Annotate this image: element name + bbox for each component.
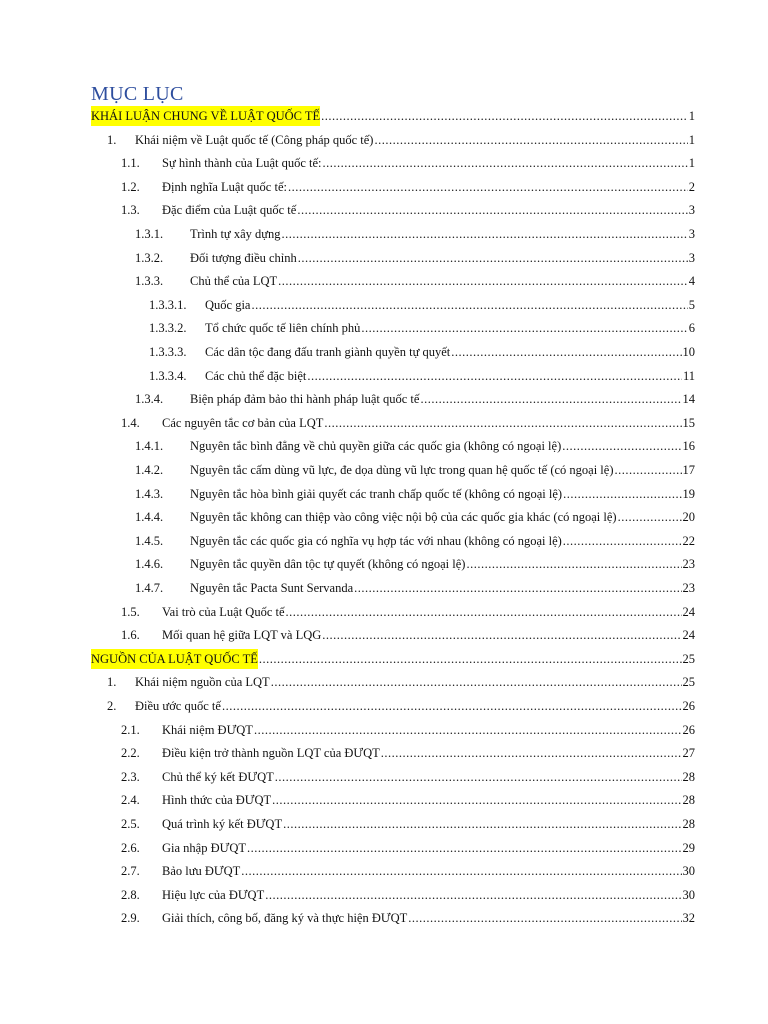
toc-entry-number: 2.9. (121, 911, 140, 926)
toc-entry-number: 1.4.2. (135, 463, 164, 477)
toc-entry[interactable] (0, 507, 768, 527)
toc-entry[interactable] (0, 248, 768, 268)
toc-entry-number: 1.4.4. (135, 510, 164, 525)
toc-entry[interactable] (0, 578, 768, 598)
toc-entry-number: 1.3.3.3. (149, 345, 187, 359)
toc-entry-number: 1.3.3.2. (149, 321, 187, 336)
toc-entry-page: 14 (682, 392, 695, 407)
toc-leader-dots (374, 130, 687, 150)
toc-leader-dots (466, 554, 681, 574)
toc-entry[interactable] (0, 271, 768, 291)
toc-entry-label: Các dân tộc đang đấu tranh giành quyền tự quyết (205, 345, 451, 359)
toc-entry-page: 17 (682, 463, 695, 477)
toc-entry[interactable] (0, 460, 768, 480)
toc-entry-page: 26 (682, 699, 695, 713)
toc-entry-number: 1.1. (121, 156, 140, 171)
toc-entry-page: 10 (682, 345, 695, 359)
toc-entry-number: 1.3.3.1. (149, 297, 187, 312)
toc-entry-label: Các chủ thể đặc biệt (205, 368, 307, 383)
toc-entry-label: Chủ thể của LQT (190, 274, 278, 289)
toc-entry-label: Chủ thể ký kết ĐƯQT (162, 769, 274, 784)
toc-leader-dots (307, 366, 682, 386)
toc-entry[interactable] (0, 790, 768, 810)
toc-title: MỤC LỤC (91, 83, 184, 105)
toc-entry-label: Mối quan hệ giữa LQT và LQG (162, 628, 322, 643)
toc-entry-number: 1. (107, 132, 117, 147)
toc-leader-dots (354, 578, 681, 598)
toc-entry[interactable] (0, 531, 768, 551)
toc-leader-dots (563, 484, 681, 504)
toc-entry-number: 2.4. (121, 793, 140, 808)
toc-entry[interactable] (0, 295, 768, 315)
toc-entry[interactable] (0, 814, 768, 834)
toc-entry[interactable] (0, 861, 768, 881)
toc-entry[interactable] (0, 436, 768, 456)
toc-entry-number: 1.4.5. (135, 533, 164, 548)
toc-entry-page: 24 (682, 628, 695, 643)
toc-entry-number: 2.8. (121, 887, 140, 902)
toc-leader-dots (298, 248, 688, 268)
toc-entry-page: 16 (682, 439, 695, 454)
toc-entry-label: Giải thích, công bố, đăng ký và thực hiện ĐƯQT (162, 911, 408, 926)
toc-entry-label: Quá trình ký kết ĐƯQT (162, 817, 283, 831)
toc-entry-page: 15 (682, 415, 695, 430)
toc-entry-label: Đặc điểm của Luật quốc tế (162, 203, 297, 218)
toc-entry-page: 5 (688, 297, 695, 312)
toc-entry[interactable] (0, 389, 768, 409)
toc-entry-number: 1.3.4. (135, 392, 164, 407)
toc-leader-dots (381, 743, 682, 763)
toc-entry-number: 1.4.7. (135, 581, 164, 595)
toc-leader-dots (408, 908, 681, 928)
toc-entry-label: Điều ước quốc tế (135, 699, 221, 713)
toc-leader-dots (297, 200, 687, 220)
toc-entry-label: KHÁI LUẬN CHUNG VỀ LUẬT QUỐC TẾ (91, 106, 320, 126)
toc-entry-label: Nguyên tắc cấm dùng vũ lực, đe dọa dùng vũ lực trong quan hệ quốc tế (có ngoại lệ) (190, 463, 614, 477)
toc-entry-page: 28 (682, 769, 695, 784)
toc-leader-dots (361, 318, 687, 338)
toc-entry-label: Nguyên tắc các quốc gia có nghĩa vụ hợp tác với nhau (không có ngoại lệ) (190, 533, 562, 548)
toc-entry-page: 32 (682, 911, 695, 926)
toc-entry[interactable] (0, 484, 768, 504)
toc-entry-number: 1.4.1. (135, 439, 164, 454)
toc-leader-dots (247, 838, 682, 858)
toc-entry[interactable] (0, 153, 768, 173)
toc-entry-page: 30 (682, 864, 695, 879)
toc-entry-label: Khái niệm nguồn của LQT (135, 675, 270, 690)
toc-entry-label: Khái niệm ĐƯQT (162, 722, 253, 737)
toc-entry-label: Quốc gia (205, 297, 251, 312)
toc-entry-number: 1.3.3.4. (149, 368, 187, 383)
toc-entry-page: 20 (682, 510, 695, 525)
toc-leader-dots (321, 106, 688, 126)
toc-entry-number: 1.2. (121, 179, 140, 194)
toc-entry-page: 11 (682, 368, 695, 383)
toc-entry-number: 1.4.6. (135, 557, 164, 572)
toc-entry-label: Định nghĩa Luật quốc tế: (162, 179, 287, 194)
toc-entry-label: Đối tượng điều chỉnh (190, 250, 297, 265)
toc-entry[interactable] (0, 413, 768, 433)
toc-entry-page: 25 (682, 651, 695, 666)
toc-entry-number: 1.4. (121, 415, 140, 430)
toc-entry[interactable] (0, 838, 768, 858)
toc-entry[interactable] (0, 767, 768, 787)
toc-leader-dots (259, 649, 682, 669)
toc-entry-page: 28 (682, 817, 695, 831)
toc-leader-dots (275, 767, 682, 787)
toc-leader-dots (615, 460, 682, 480)
toc-entry-number: 2.2. (121, 746, 140, 761)
toc-leader-dots (562, 436, 681, 456)
toc-entry[interactable] (0, 224, 768, 244)
toc-entry-label: Hiệu lực của ĐƯQT (162, 887, 265, 902)
toc-entry[interactable] (0, 177, 768, 197)
toc-entry-number: 1.6. (121, 628, 140, 643)
toc-entry-page: 3 (688, 250, 695, 265)
toc-entry-page: 4 (688, 274, 695, 289)
toc-leader-dots (278, 271, 688, 291)
toc-entry[interactable] (0, 318, 768, 338)
toc-entry-label: Nguyên tắc quyền dân tộc tự quyết (không có ngoại lệ) (190, 557, 466, 572)
toc-entry-page: 3 (688, 203, 695, 218)
toc-leader-dots (271, 672, 682, 692)
toc-entry-number: 2.1. (121, 722, 140, 737)
toc-entry-number: 1.5. (121, 604, 140, 619)
toc-entry-number: 1.3. (121, 203, 140, 218)
toc-entry-number: 1.3.1. (135, 227, 164, 241)
toc-entry[interactable] (0, 106, 768, 126)
toc-entry[interactable] (0, 743, 768, 763)
toc-entry-page: 24 (682, 604, 695, 619)
toc-entry-page: 30 (682, 887, 695, 902)
toc-entry-page: 25 (682, 675, 695, 690)
toc-entry-label: Nguyên tắc Pacta Sunt Servanda (190, 581, 354, 595)
toc-entry-number: 1.3.2. (135, 250, 164, 265)
toc-entry-number: 2.3. (121, 769, 140, 784)
toc-leader-dots (323, 153, 688, 173)
toc-entry[interactable] (0, 366, 768, 386)
toc-entry[interactable] (0, 130, 768, 150)
toc-entry-label: Sự hình thành của Luật quốc tế: (162, 156, 322, 171)
toc-leader-dots (272, 790, 681, 810)
toc-entry[interactable] (0, 200, 768, 220)
toc-entry[interactable] (0, 672, 768, 692)
toc-entry-number: 2.5. (121, 817, 140, 831)
toc-leader-dots (563, 531, 682, 551)
toc-entry-label: Điều kiện trở thành nguồn LQT của ĐƯQT (162, 746, 380, 761)
toc-leader-dots (324, 413, 681, 433)
toc-leader-dots (322, 625, 681, 645)
toc-entry-page: 22 (682, 533, 695, 548)
toc-entry-number: 1.4.3. (135, 486, 164, 501)
toc-entry[interactable] (0, 649, 768, 669)
toc-entry-label: Tổ chức quốc tế liên chính phủ (205, 321, 361, 336)
toc-entry-page: 26 (682, 722, 695, 737)
toc-entry[interactable] (0, 625, 768, 645)
toc-leader-dots (254, 720, 682, 740)
toc-entry-number: 1.3.3. (135, 274, 164, 289)
toc-entry[interactable] (0, 908, 768, 928)
toc-entry-label: Vai trò của Luật Quốc tế (162, 604, 285, 619)
toc-leader-dots (451, 342, 681, 362)
toc-entry-page: 1 (688, 132, 695, 147)
toc-leader-dots (222, 696, 682, 716)
toc-leader-dots (251, 295, 687, 315)
toc-entry[interactable] (0, 554, 768, 574)
toc-entry-label: Nguyên tắc không can thiệp vào công việc nội bộ của các quốc gia khác (có ngoại lệ) (190, 510, 617, 525)
toc-entry-number: 2.6. (121, 840, 140, 855)
toc-entry-page: 3 (688, 227, 695, 241)
toc-entry-label: Hình thức của ĐƯQT (162, 793, 272, 808)
toc-leader-dots (265, 885, 681, 905)
toc-entry-page: 28 (682, 793, 695, 808)
toc-entry-number: 2.7. (121, 864, 140, 879)
toc-leader-dots (241, 861, 681, 881)
toc-entry[interactable] (0, 720, 768, 740)
toc-entry-label: Bảo lưu ĐƯQT (162, 864, 241, 879)
toc-entry-label: NGUỒN CỦA LUẬT QUỐC TẾ (91, 649, 258, 669)
toc-entry[interactable] (0, 602, 768, 622)
toc-entry-page: 29 (682, 840, 695, 855)
toc-entry-page: 23 (682, 581, 695, 595)
toc-leader-dots (618, 507, 682, 527)
toc-entry-label: Nguyên tắc bình đẳng về chủ quyền giữa các quốc gia (không có ngoại lệ) (190, 439, 562, 454)
toc-leader-dots (286, 602, 682, 622)
toc-entry-page: 23 (682, 557, 695, 572)
toc-entry-page: 6 (688, 321, 695, 336)
toc-entry-number: 1. (107, 675, 117, 690)
toc-entry-label: Biện pháp đảm bảo thi hành pháp luật quốc tế (190, 392, 420, 407)
toc-leader-dots (288, 177, 688, 197)
toc-entry-label: Nguyên tắc hòa bình giải quyết các tranh chấp quốc tế (không có ngoại lệ) (190, 486, 563, 501)
toc-leader-dots (420, 389, 681, 409)
toc-entry[interactable] (0, 342, 768, 362)
toc-entry[interactable] (0, 696, 768, 716)
toc-entry-number: 2. (107, 699, 117, 713)
toc-entry-page: 1 (688, 156, 695, 171)
toc-entry-page: 1 (688, 109, 695, 123)
toc-entry-page: 19 (682, 486, 695, 501)
toc-entry-page: 27 (682, 746, 695, 761)
toc-entry[interactable] (0, 885, 768, 905)
toc-entry-page: 2 (688, 179, 695, 194)
toc-entry-label: Các nguyên tắc cơ bản của LQT (162, 415, 324, 430)
toc-entry-label: Gia nhập ĐƯQT (162, 840, 246, 855)
toc-leader-dots (283, 814, 681, 834)
toc-leader-dots (282, 224, 688, 244)
toc-entry-label: Trình tự xây dựng (190, 227, 281, 241)
toc-entry-label: Khái niệm về Luật quốc tế (Công pháp quốc tế) (135, 132, 374, 147)
